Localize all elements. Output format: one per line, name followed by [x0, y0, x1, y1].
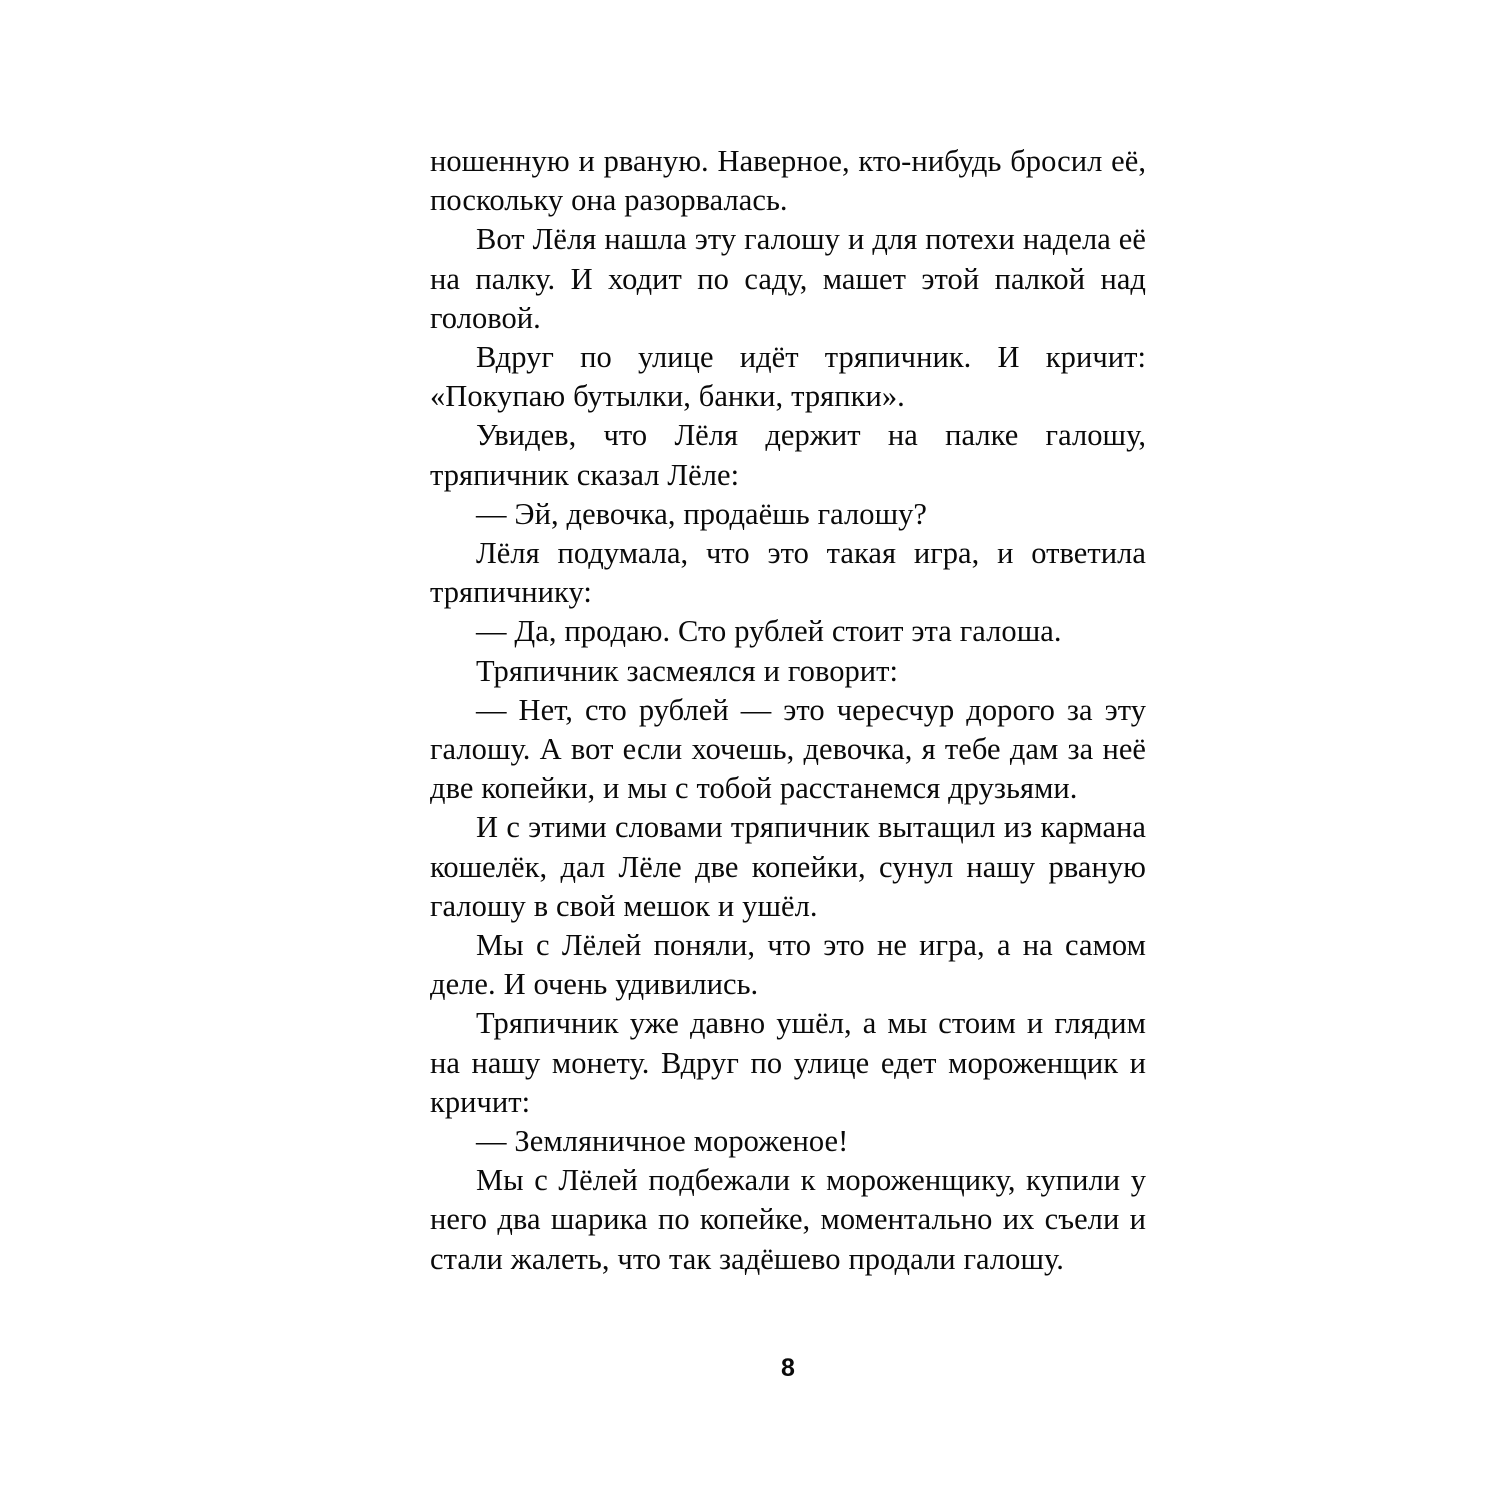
- paragraph: Мы с Лёлей подбежали к мороженщику, купили у него два шарика по копейке, моментально их съели и стали жалеть, что так задёшево продали галошу.: [430, 1163, 1146, 1276]
- dialogue-paragraph: — Нет, сто рублей — это чересчур дорого за эту галошу. А вот если хочешь, девочка, я тебе дам за неё две копейки, и мы с тобой расстанемся друзьями.: [430, 692, 1146, 806]
- paragraph: Вот Лёля нашла эту галошу и для потехи надела её на палку. И ходит по саду, машет этой палкой над головой.: [430, 222, 1146, 335]
- paragraph: Тряпичник уже давно ушёл, а мы стоим и глядим на нашу монету. Вдруг по улице едет мороженщик и кричит:: [430, 1006, 1146, 1119]
- paragraph: Лёля подумала, что это такая игра, и ответила тряпичнику:: [430, 536, 1146, 610]
- paragraph: Увидев, что Лёля держит на палке галошу, тряпичник сказал Лёле:: [430, 418, 1146, 492]
- paragraph: И с этими словами тряпичник вытащил из кармана кошелёк, дал Лёле две копейки, сунул нашу рваную галошу в свой мешок и ушёл.: [430, 810, 1146, 923]
- dialogue-line: — Да, продаю. Сто рублей стоит эта галоша.: [476, 614, 1062, 649]
- paragraph: Вдруг по улице идёт тряпичник. И кричит: «Покупаю бутылки, банки, тряпки».: [430, 340, 1146, 414]
- page-number: 8: [781, 1354, 795, 1382]
- paragraph: Тряпичник засмеялся и говорит:: [476, 653, 899, 688]
- dialogue-line: — Земляничное мороженое!: [476, 1124, 849, 1159]
- dialogue-line: — Эй, девочка, продаёшь галошу?: [476, 496, 927, 531]
- paragraph-continuation: ношенную и рваную. Наверное, кто-нибудь бросил её, поскольку она разорвалась.: [430, 144, 1146, 218]
- text-column: [430, 142, 1146, 1279]
- paragraph: Мы с Лёлей поняли, что это не игра, а на самом деле. И очень удивились.: [430, 928, 1146, 1002]
